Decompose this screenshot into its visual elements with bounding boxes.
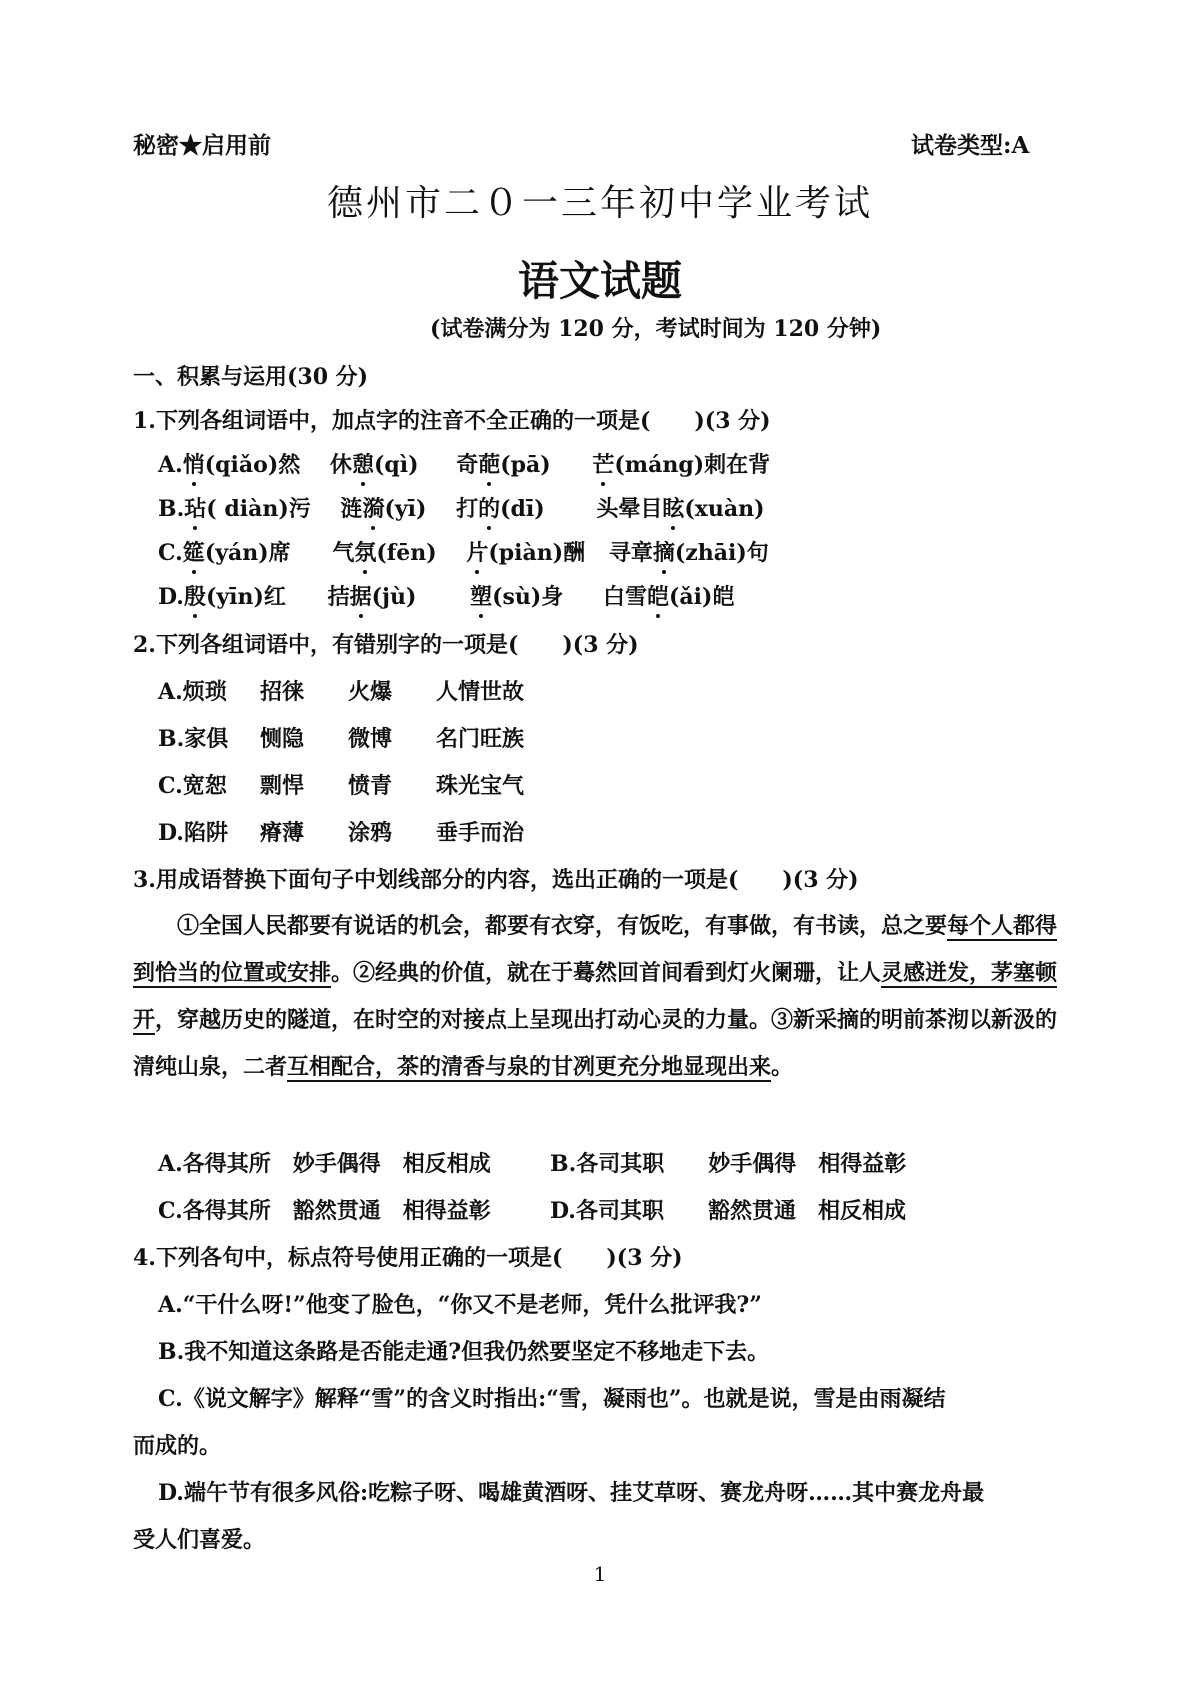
- underlined-phrase-3: 互相配合，茶的清香与泉的甘冽更充分地显现出来: [287, 1054, 772, 1080]
- question-4-option-c: C.《说文解字》解释“雪”的含义时指出:“雪，凝雨也”。也就是说，雪是由雨凝结: [158, 1386, 946, 1412]
- question-2-option-a: A.烦琐 招徕 火爆 人情世故: [158, 679, 525, 705]
- question-1-stem: 1.下列各组词语中，加点字的注音不全正确的一项是( )(3 分): [133, 408, 771, 434]
- subject-title: 语文试题: [518, 257, 682, 305]
- question-4-option-c-cont: 而成的。: [133, 1433, 222, 1459]
- question-4-option-d-cont: 受人们喜爱。: [133, 1527, 266, 1553]
- question-3-option-d: D.各司其职 豁然贯通 相反相成: [550, 1198, 906, 1224]
- section-heading: 一、积累与运用(30 分): [133, 364, 369, 390]
- question-4-option-d: D.端午节有很多风俗:吃粽子呀、喝雄黄酒呀、挂艾草呀、赛龙舟呀……其中赛龙舟最: [158, 1480, 985, 1506]
- question-2-stem: 2.下列各组词语中，有错别字的一项是( )(3 分): [133, 632, 639, 658]
- question-1-option-c: C.筵(yán)席 气氛(fēn) 片(piàn)酬 寻章摘(zhāi)句: [158, 536, 769, 567]
- exam-note: (试卷满分为 120 分，考试时间为 120 分钟): [430, 316, 882, 342]
- underlined-phrase-2: 灵感迸发，茅塞顿开: [133, 960, 1058, 1033]
- paper-type-label: 试卷类型:A: [911, 132, 1030, 159]
- page-number: 1: [593, 1562, 607, 1586]
- question-3-option-b: B.各司其职 妙手偶得 相得益彰: [550, 1151, 907, 1177]
- question-4-option-a: A.“干什么呀!”他变了脸色，“你又不是老师，凭什么批评我?”: [158, 1292, 762, 1318]
- question-3-option-c: C.各得其所 豁然贯通 相得益彰: [158, 1198, 491, 1224]
- question-4-option-b: B.我不知道这条路是否能走通?但我仍然要坚定不移地走下去。: [158, 1339, 770, 1365]
- underlined-phrase-1: 每个人都得到恰当的位置或安排: [133, 913, 1058, 986]
- question-1-option-b: B.玷( diàn)污 涟漪(yī) 打的(dī) 头晕目眩(xuàn): [158, 492, 765, 523]
- secret-label: 秘密★启用前: [133, 132, 271, 159]
- question-3-option-a: A.各得其所 妙手偶得 相反相成: [158, 1151, 491, 1177]
- question-1-option-a: A.悄(qiǎo)然 休憩(qì) 奇葩(pā) 芒(máng)刺在背: [158, 448, 770, 479]
- question-4-stem: 4.下列各句中，标点符号使用正确的一项是( )(3 分): [133, 1245, 683, 1271]
- question-3-passage: ①全国人民都要有说话的机会，都要有衣穿，有饭吃，有事做，有书读，总之要每个人都得到恰当的位置或安排。②经典的价值，就在于蓦然回首间看到灯火阑珊，让人灵感迸发，茅塞顿开，穿越历史的隧道，在时空的对接点上呈现出打动心灵的力量。③新采摘的明前茶沏以新汲的清纯山泉，二者互相配合，茶的清香与泉的甘冽更充分地显现出来。: [133, 913, 1058, 1080]
- question-1-option-d: D.殷(yīn)红 拮据(jù) 塑(sù)身 白雪皑(ǎi)皑: [158, 580, 734, 611]
- exam-title: 德州市二０一三年初中学业考试: [326, 183, 873, 224]
- question-3-stem: 3.用成语替换下面句子中划线部分的内容，选出正确的一项是( )(3 分): [133, 867, 859, 893]
- question-2-option-d: D.陷阱 瘠薄 涂鸦 垂手而治: [158, 820, 525, 846]
- question-2-option-c: C.宽恕 剽悍 愤青 珠光宝气: [158, 773, 525, 799]
- question-2-option-b: B.家俱 恻隐 微博 名门旺族: [158, 726, 525, 752]
